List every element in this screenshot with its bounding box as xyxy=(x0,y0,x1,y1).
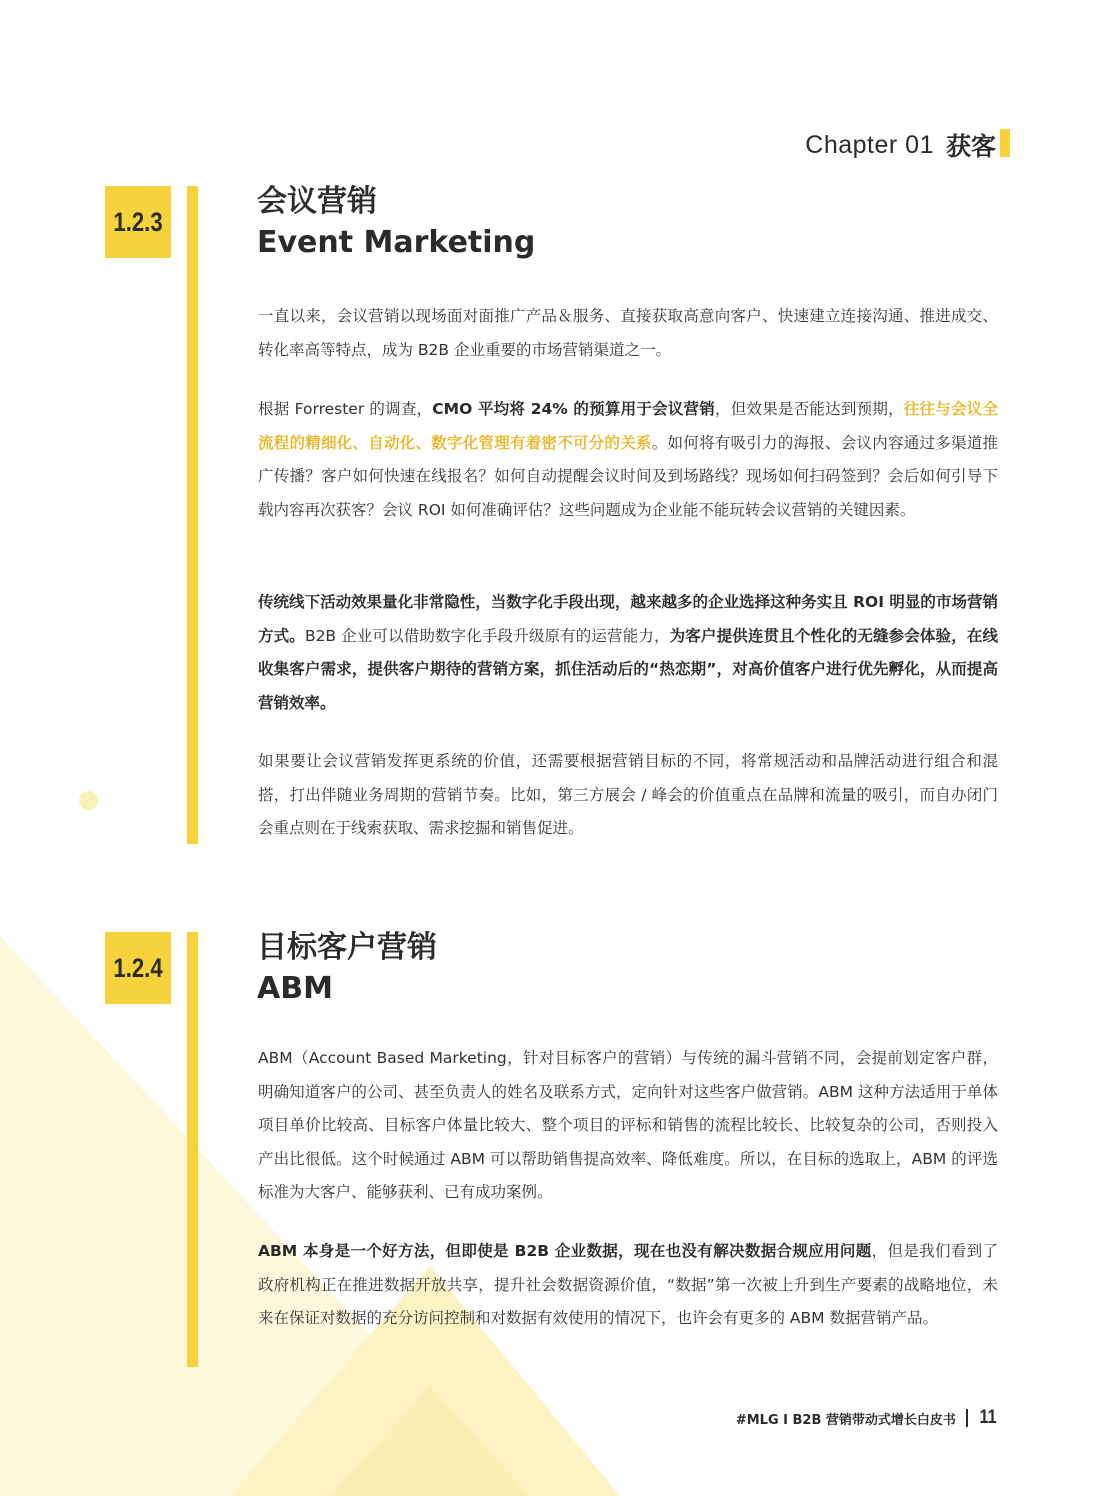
paragraph xyxy=(258,1042,998,1210)
bold-text-run: CMO 平均将 24% 的预算用于会议营销 xyxy=(432,400,716,418)
text-run: ，但效果是否能达到预期， xyxy=(715,400,904,418)
text-run: 如果要让会议营销发挥更系统的价值，还需要根据营销目标的不同，将常规活动和品牌活动进行组合和混搭，打出伴随业务周期的营销节奏。比如，第三方展会 / 峰会的价值重点在品牌和流量的吸引，而自办闭门会重点则在于线索获取、需求挖掘和销售促进。 xyxy=(258,752,998,837)
section-number-badge xyxy=(105,932,171,1004)
section-title-cn: 目标客户营销 xyxy=(257,930,437,965)
decorative-dot xyxy=(79,791,98,810)
text-run: 一直以来，会议营销以现场面对面推广产品＆服务、直接获取高意向客户、快速建立连接沟通、推进成交、转化率高等特点，成为 B2B 企业重要的市场营销渠道之一。 xyxy=(258,307,998,359)
text-run: 。如何将有吸引力的海报、会议内容通过多渠道推广传播？客户如何快速在线报名？如何自动提醒会议时间及到场路线？现场如何扫码签到？会后如何引导下载内容再次获客？会议 ROI 如何准确评估？这些问题成为企业能不能玩转会议营销的关键因素。 xyxy=(258,433,998,519)
text-run: B2B 企业可以借助数字化手段升级原有的运营能力， xyxy=(304,626,670,645)
section-title-cn: 会议营销 xyxy=(257,184,377,219)
chapter-label: Chapter 01 xyxy=(805,130,934,159)
chapter-title: 获客 xyxy=(945,132,996,161)
chapter-header xyxy=(805,128,996,162)
bold-text-run: 传统线下活动效果量化非常隐性，当数字化手段出现，越来越多的企业选择这种务实且 ROI 明显的市场营销方式。 xyxy=(258,593,998,645)
section-number: 1.2.3 xyxy=(113,206,163,237)
section-number: 1.2.4 xyxy=(113,952,163,983)
bold-text-run: ABM 本身是一个好方法，但即使是 B2B 企业数据，现在也没有解决数据合规应用问题 xyxy=(258,1242,872,1260)
paragraph xyxy=(258,300,998,367)
page-number: 11 xyxy=(979,1407,997,1428)
paragraph xyxy=(258,393,998,527)
text-run: ABM（Account Based Marketing，针对目标客户的营销）与传统的漏斗营销不同，会提前划定客户群，明确知道客户的公司、甚至负责人的姓名及联系方式，定向针对这些客户做营销。ABM 这种方法适用于单体项目单价比较高、目标客户体量比较大、整个项目的评标和销售的流程比较长、比较复杂的公司，否则投入产出比很低。这个时候通过 ABM 可以帮助销售提高效率、降低难度。所以，在目标的选取上，ABM 的评选标准为大客户、能够获利、已有成功案例。 xyxy=(258,1049,998,1201)
text-run: 根据 Forrester 的调查， xyxy=(258,400,433,418)
footer-title: #MLG I B2B 营销带动式增长白皮书 xyxy=(735,1412,956,1428)
bold-text-run: 为客户提供连贯且个性化的无缝参会体验，在线收集客户需求，提供客户期待的营销方案，抓住活动后的“热恋期”，对高价值客户进行优先孵化，从而提高营销效率。 xyxy=(258,626,998,712)
text-run: ，但是我们看到了政府机构正在推进数据开放共享，提升社会数据资源价值，“数据”第一次被上升到生产要素的战略地位，未来在保证对数据的充分访问控制和对数据有效使用的情况下，也许会有更多的 ABM 数据营销产品。 xyxy=(258,1242,998,1327)
paragraph xyxy=(258,745,998,846)
chapter-accent-bar xyxy=(1000,129,1010,157)
paragraph xyxy=(258,586,998,720)
highlight-text-run: 往往与会议全流程的精细化、自动化、数字化管理有着密不可分的关系 xyxy=(258,400,998,452)
page-footer xyxy=(736,1405,998,1431)
section-number-badge xyxy=(105,186,171,258)
section-vertical-bar xyxy=(187,932,198,1367)
section-vertical-bar xyxy=(187,186,198,844)
section-title-en: ABM xyxy=(257,971,333,1006)
footer-separator xyxy=(966,1409,968,1427)
section-title-en: Event Marketing xyxy=(257,225,536,260)
background-triangle-decoration xyxy=(0,936,620,1496)
paragraph xyxy=(258,1235,998,1336)
